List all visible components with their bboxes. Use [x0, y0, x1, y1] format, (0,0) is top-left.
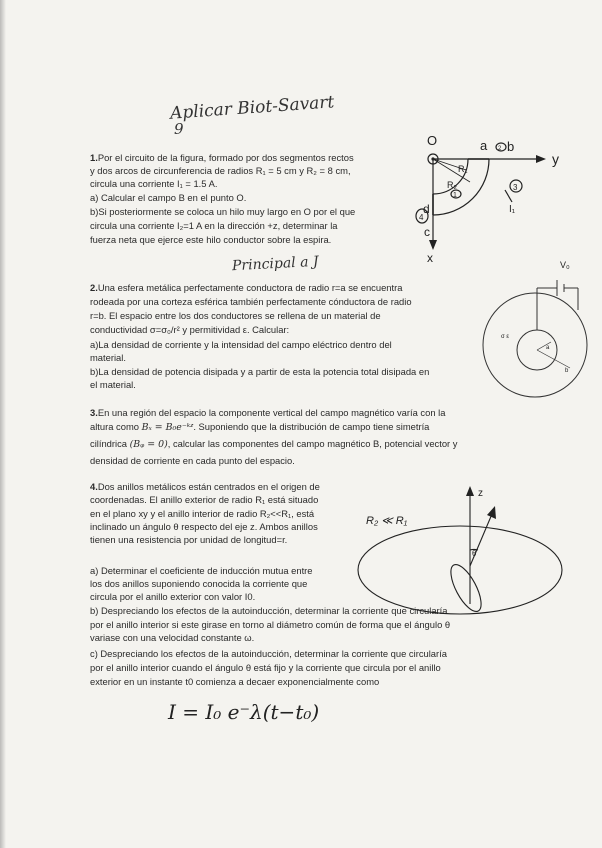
problem4-b3: variase con una velocidad constante ω.	[90, 632, 255, 643]
label-theta: θ	[472, 549, 477, 558]
label-sigma-eps: σ ε	[501, 334, 510, 340]
label-radius-b: b	[565, 368, 569, 374]
mark-3: 3	[513, 183, 518, 192]
problem4-c2: por el anillo interior cuando el ángulo θ está fijo y la corriente que circula por el anillo	[90, 662, 441, 673]
mark-1: 1	[453, 192, 457, 199]
label-y: y	[552, 151, 559, 167]
problem2-line1: 2.Una esfera metálica perfectamente conductora de radio r=a se encuentra	[90, 282, 403, 293]
problem4-c3: exterior en un instante t0 comienza a decaer exponencialmente como	[90, 676, 380, 687]
handwritten-note: Principal a J	[231, 253, 319, 275]
label-V0: V₀	[560, 260, 570, 270]
label-d: d	[423, 202, 430, 216]
problem3-line3: cilíndrica (Bᵩ = 0), calcular las componentes del campo magnético B, potencial vector y	[90, 438, 458, 450]
label-c: c	[424, 225, 430, 239]
mark-4: 4	[419, 213, 424, 222]
label-I1: I₁	[509, 204, 516, 215]
problem4-b2: por el anillo interior si este girase en torno al diámetro común de forma que el ángulo θ	[90, 619, 451, 630]
label-R2: R₂	[447, 180, 457, 190]
problem4-b1: b) Despreciando los efectos de la autoinducción, determinar la corriente que circularía	[90, 605, 448, 616]
problem2-line7: b)La densidad de potencia disipada y a partir de esta la potencia total disipada en	[90, 366, 430, 377]
problem2-line5: a)La densidad de corriente y la intensidad del campo eléctrico dentro del	[90, 339, 392, 350]
problem1-line4: a) Calcular el campo B en el punto O.	[90, 192, 247, 203]
problem2-line2: rodeada por una corteza esférica también perfectamente cónductora de radio	[90, 296, 412, 307]
problem4-a2: los dos anillos suponiendo conocida la corriente que	[90, 578, 308, 589]
problem3-line4: densidad de corriente en cada punto del espacio.	[90, 455, 295, 466]
problem4-c1: c) Despreciando los efectos de la autoinducción, determinar la corriente que circularía	[90, 648, 447, 659]
problem1-line7: fuerza neta que ejerce este hilo conductor sobre la espira.	[90, 234, 332, 245]
problem2-line6: material.	[90, 352, 126, 363]
problem1-line5: b)Si posteriormente se coloca un hilo muy largo en O por el que	[90, 206, 356, 217]
problem2-line4: conductividad σ=σ₀/r² y permitividad ε. Calcular:	[90, 324, 290, 335]
problem4-a1: a) Determinar el coeficiente de inducción mutua entre	[90, 565, 313, 576]
handwritten-formula: I = I₀ e⁻λ(t−t₀)	[168, 700, 320, 724]
problem4-line2: coordenadas. El anillo exterior de radio R₁ está situado	[90, 494, 319, 505]
problem2-line8: el material.	[90, 379, 136, 390]
label-radius-a: a	[546, 345, 550, 351]
problem3-line2: altura como Bₓ = B₀e⁻ᵏᶻ. Suponiendo que la distribución de campo tiene simetría	[90, 421, 430, 433]
problem1-line2: y dos arcos de circunferencia de radios R₁ = 5 cm y R₂ = 8 cm,	[90, 165, 351, 176]
label-a: a	[480, 138, 488, 153]
handwritten-number: 9	[174, 120, 184, 138]
mark-2: 2	[498, 146, 502, 152]
label-z: z	[478, 488, 483, 499]
problem1-line3: circula una corriente I₁ = 1.5 A.	[90, 178, 218, 189]
problem4-a3: circula por el anillo exterior con valor I0.	[90, 591, 256, 602]
label-O: O	[427, 133, 438, 148]
handwritten-header: Aplicar Biot-Savart	[169, 92, 335, 124]
problem1-line6: circula una corriente I₂=1 A en la dirección +z, determinar la	[90, 220, 338, 231]
problem3-line1: 3.En una región del espacio la componente vertical del campo magnético varía con la	[90, 407, 446, 418]
problem4-line5: tienen una resistencia por unidad de longitud=r.	[90, 534, 288, 545]
problem4-line1: 4.Dos anillos metálicos están centrados en el origen de	[90, 481, 320, 492]
problem2-line3: r=b. El espacio entre los dos conductores se rellena de un material de	[90, 310, 381, 321]
label-b: b	[507, 139, 515, 154]
label-R1: R₁	[458, 164, 468, 174]
handwritten-R2-R1: R₂ ≪ R₁	[366, 515, 408, 527]
problem1-line1: 1.Por el circuito de la figura, formado por dos segmentos rectos	[90, 152, 354, 163]
label-x: x	[427, 251, 433, 265]
problem4-line3: en el plano xy y el anillo interior de radio R₂<<R₁, está	[90, 508, 315, 519]
problem4-line4: inclinado un ángulo θ respecto del eje z. Ambos anillos	[90, 521, 318, 532]
